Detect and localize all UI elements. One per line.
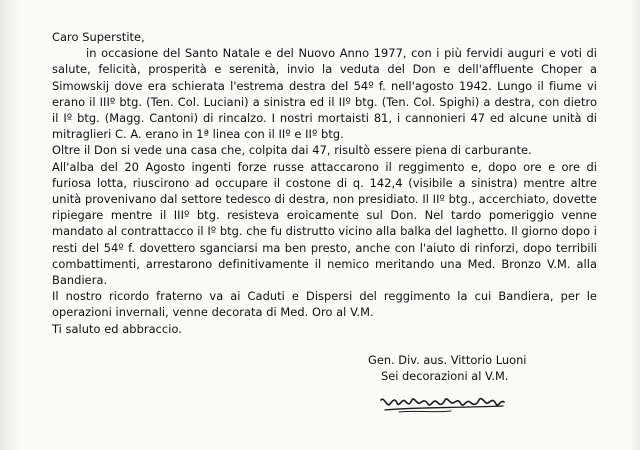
letter-paragraph-3: All'alba del 20 Agosto ingenti forze russe attaccarono il reggimento e, dopo ore e ore di furiosa lotta, riuscirono ad occupare il costone di q. 142,4 (visibile a sinistra) mentre altre unità provenivano dal settore tedesco di destra, non presidiato. Il IIº btg., accerchiato, dovette ripiegare mentre il IIIº btg. resisteva eroicamente sul Don. Nel tardo pomeriggio venne mandato al contrattacco il Iº btg. che fu distrutto vicino alla balka del laghetto. Il giorno dopo i resti del 54º f. dovettero sganciarsi ma ben presto, anche con l'aiuto di rinforzi, dopo terribili combattimenti, arrestarono definitivamente il nemico meritando una Med. Bronzo V.M. alla Bandiera.	[52, 159, 597, 288]
signature-name: Gen. Div. aus. Vittorio Luoni	[368, 353, 527, 367]
handwritten-signature	[375, 386, 515, 420]
paper-edge-right	[630, 0, 640, 450]
signature-decorations: Sei decorazioni al V.M.	[381, 369, 509, 384]
letter-greeting: Caro Superstite,	[52, 30, 145, 44]
letter-closing: Ti saluto ed abbraccio.	[52, 321, 182, 336]
letter-paragraph-4: Il nostro ricordo fraterno va ai Caduti e Dispersi del reggimento la cui Bandiera, per le operazioni invernali, venne decorata di Med. Oro al V.M.	[52, 289, 597, 320]
letter-body	[52, 29, 597, 337]
paper-edge-left	[0, 0, 22, 450]
letter-paragraph-1: in occasione del Santo Natale e del Nuovo Anno 1977, con i più fervidi auguri e voti di salute, felicità, prosperità e serenità, invio la veduta del Don e dell'affluente Choper a Simowskij dove era schierata l'estrema destra del 54º f. nell'agosto 1942. Lungo il fiume vi erano il IIIº btg. (Ten. Col. Luciani) a sinistra ed il IIº btg. (Ten. Col. Spighi) a destra, con dietro il Iº btg. (Magg. Cantoni) di rincalzo. I nostri mortaisti 81, i cannonieri 47 ed alcune unità di mitraglieri C. A. erano in 1ª linea con il IIº e IIº btg.	[52, 46, 597, 142]
signature-block	[368, 352, 526, 384]
letter-paragraph-2: Oltre il Don si vede una casa che, colpita dai 47, risultò essere piena di carburante.	[52, 143, 532, 158]
